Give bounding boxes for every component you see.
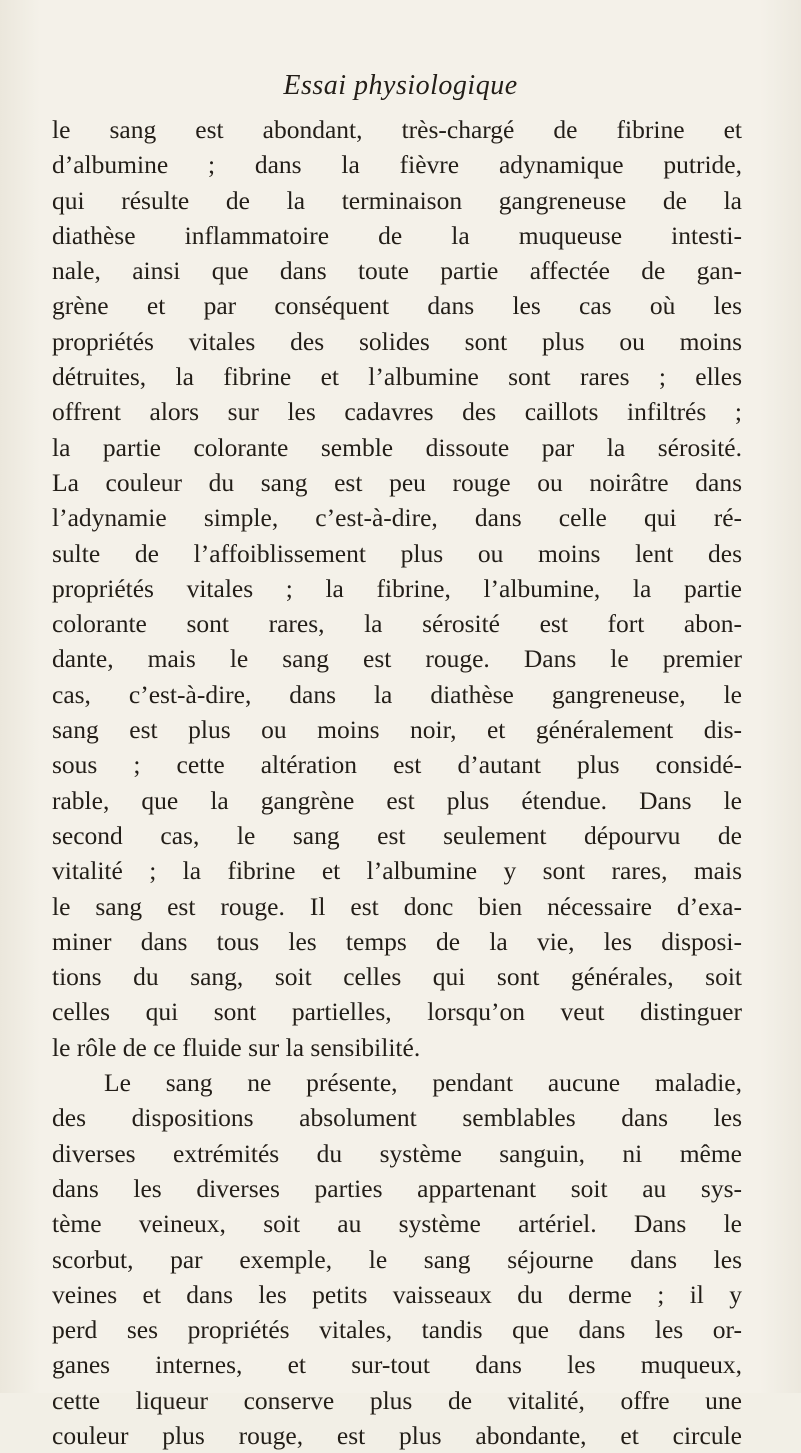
text-line: Le sang ne présente, pendant aucune maladie,	[104, 1068, 742, 1098]
text-line: dante, mais le sang est rouge. Dans le premier	[52, 644, 742, 674]
text-line: diathèse inflammatoire de la muqueuse intesti-	[52, 220, 742, 250]
text-line: le sang est rouge. Il est donc bien nécessaire d’exa-	[52, 891, 742, 921]
text-line: propriétés vitales ; la fibrine, l’albumine, la partie	[52, 573, 742, 603]
text-line: le rôle de ce fluide sur la sensibilité.	[52, 1032, 421, 1062]
text-line: dans les diverses parties appartenant soit au sys-	[52, 1173, 742, 1203]
text-line: diverses extrémités du système sanguin, ni même	[52, 1138, 742, 1168]
text-line: second cas, le sang est seulement dépourvu de	[52, 820, 742, 850]
text-line: tions du sang, soit celles qui sont générales, soit	[52, 962, 742, 992]
body-text	[52, 112, 742, 1453]
text-line: propriétés vitales des solides sont plus ou moins	[52, 326, 742, 356]
text-line: d’albumine ; dans la fièvre adynamique putride,	[52, 150, 742, 180]
text-line: sang est plus ou moins noir, et généralement dis-	[52, 715, 742, 745]
text-line: vitalité ; la fibrine et l’albumine y sont rares, mais	[52, 856, 742, 886]
text-line: veines et dans les petits vaisseaux du derme ; il y	[52, 1279, 742, 1309]
text-line: des dispositions absolument semblables dans les	[52, 1103, 742, 1133]
text-line: miner dans tous les temps de la vie, les disposi-	[52, 926, 742, 956]
text-line: colorante sont rares, la sérosité est fort abon-	[52, 609, 742, 639]
text-line: perd ses propriétés vitales, tandis que dans les or-	[52, 1315, 742, 1345]
text-line: cas, c’est-à-dire, dans la diathèse gangreneuse, le	[52, 679, 742, 709]
text-line: nale, ainsi que dans toute partie affectée de gan-	[52, 256, 742, 286]
text-line: grène et par conséquent dans les cas où les	[52, 291, 742, 321]
text-line: rable, que la gangrène est plus étendue. Dans le	[52, 785, 742, 815]
text-line: le sang est abondant, très-chargé de fibrine et	[52, 115, 742, 144]
text-line: celles qui sont partielles, lorsqu’on veut distinguer	[52, 997, 742, 1027]
text-line: couleur plus rouge, est plus abondante, et circule	[52, 1420, 742, 1450]
text-line: offrent alors sur les cadavres des caillots infiltrés ;	[52, 397, 742, 427]
text-line: la partie colorante semble dissoute par la sérosité.	[52, 432, 742, 462]
text-line: tème veineux, soit au système artériel. Dans le	[52, 1209, 742, 1239]
text-line: ganes internes, et sur-tout dans les muqueux,	[52, 1350, 742, 1380]
running-head: Essai physiologique	[283, 70, 518, 101]
text-line: détruites, la fibrine et l’albumine sont rares ; elles	[52, 362, 742, 392]
text-line: sulte de l’affoiblissement plus ou moins lent des	[52, 538, 742, 568]
text-line: scorbut, par exemple, le sang séjourne dans les	[52, 1244, 742, 1274]
text-line: qui résulte de la terminaison gangreneuse de la	[52, 185, 742, 215]
text-line: La couleur du sang est peu rouge ou noirâtre dans	[52, 467, 742, 497]
text-line: cette liqueur conserve plus de vitalité, offre une	[52, 1385, 742, 1415]
text-line: l’adynamie simple, c’est-à-dire, dans celle qui ré-	[52, 503, 742, 533]
text-line: sous ; cette altération est d’autant plus considé-	[52, 750, 742, 780]
